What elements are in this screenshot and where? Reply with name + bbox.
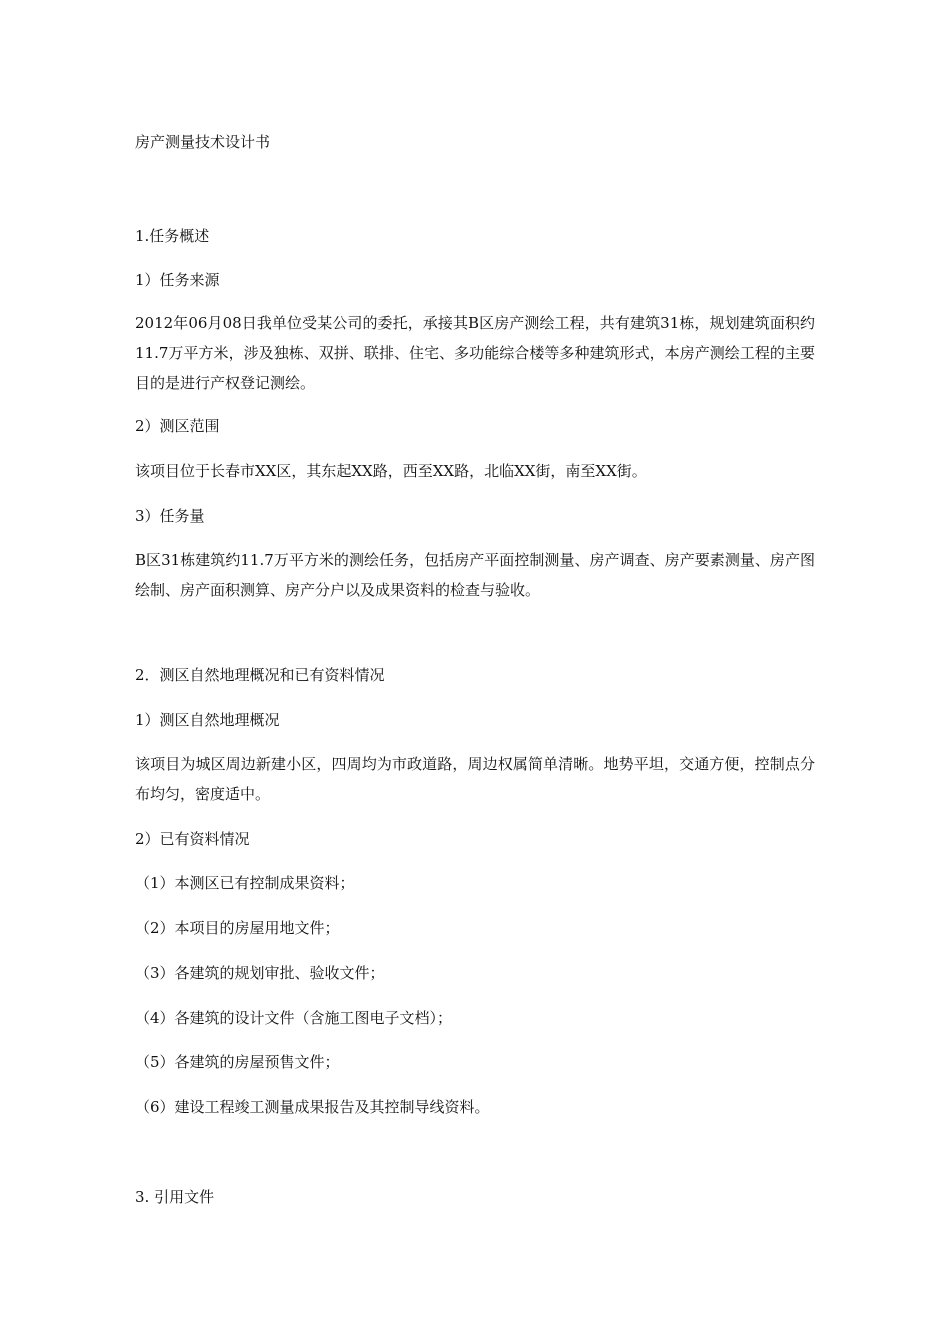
section-2-1-heading: 1）测区自然地理概况 — [135, 711, 280, 729]
list-item: （1）本测区已有控制成果资料； — [135, 874, 355, 892]
list-item: （6）建设工程竣工测量成果报告及其控制导线资料。 — [135, 1098, 490, 1116]
section-2-2-heading: 2）已有资料情况 — [135, 830, 250, 848]
section-1-3-paragraph: B区31栋建筑约11.7万平方米的测绘任务，包括房产平面控制测量、房产调查、房产要素测量、房产图绘制、房产面积测算、房产分户以及成果资料的检查与验收。 — [135, 551, 815, 599]
document-title: 房产测量技术设计书 — [135, 133, 271, 151]
list-item: （5）各建筑的房屋预售文件； — [135, 1053, 340, 1071]
list-item: （3）各建筑的规划审批、验收文件； — [135, 964, 385, 982]
section-1-1-paragraph: 2012年06月08日我单位受某公司的委托，承接其B区房产测绘工程，共有建筑31栋，规划建筑面积约11.7万平方米，涉及独栋、双拼、联排、住宅、多功能综合楼等多种建筑形式，本房产测绘工程的主要目的是进行产权登记测绘。 — [135, 314, 815, 392]
section-1-3-heading: 3）任务量 — [135, 507, 205, 525]
section-1-heading: 1.任务概述 — [135, 227, 210, 245]
list-item: （2）本项目的房屋用地文件； — [135, 919, 340, 937]
section-3-heading: 3. 引用文件 — [135, 1188, 215, 1206]
section-2-heading: 2．测区自然地理概况和已有资料情况 — [135, 666, 385, 684]
list-item: （4）各建筑的设计文件（含施工图电子文档）； — [135, 1009, 453, 1027]
section-2-1-paragraph: 该项目为城区周边新建小区，四周均为市政道路，周边权属简单清晰。地势平坦，交通方便，控制点分布均匀，密度适中。 — [135, 755, 815, 803]
section-1-1-heading: 1）任务来源 — [135, 271, 220, 289]
section-1-2-paragraph: 该项目位于长春市XX区，其东起XX路，西至XX路，北临XX街，南至XX街。 — [135, 462, 647, 480]
section-1-2-heading: 2）测区范围 — [135, 417, 220, 435]
